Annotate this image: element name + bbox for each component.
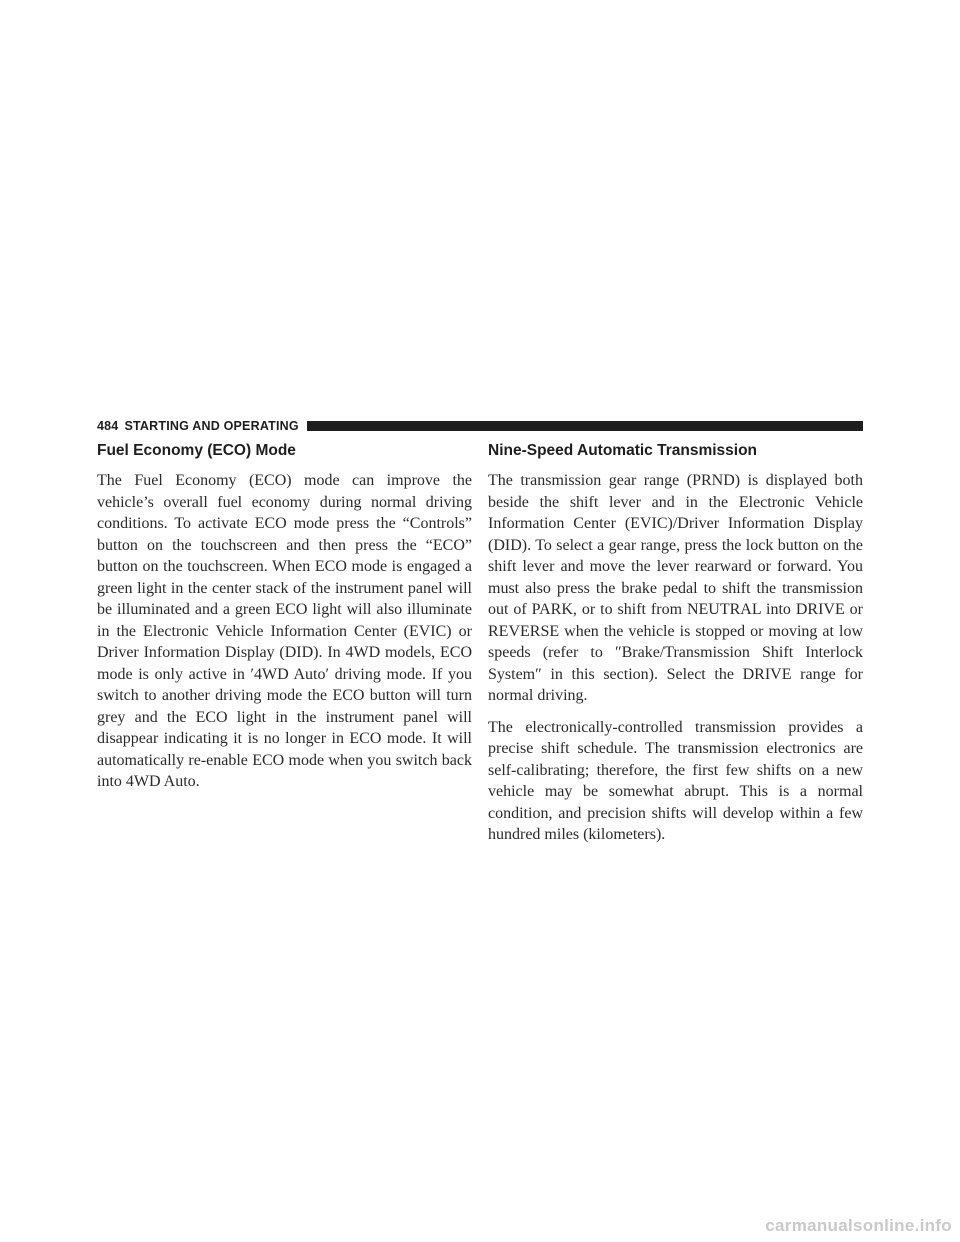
watermark: carmanualsonline.info — [765, 1216, 952, 1235]
header-rule — [307, 421, 863, 431]
transmission-paragraph-2: The electronically-controlled transmission provides a precise shift schedule. The transmission electronics are self-calibrating; therefore, the first few shifts on a new vehicle may be somewhat abrupt. This is a normal condition, and precision shifts will develop within a few hundred miles (kilometers). — [488, 718, 863, 843]
eco-mode-paragraph: The Fuel Economy (ECO) mode can improve the vehicle’s overall fuel economy during normal driving conditions. To activate ECO mode press the “Controls” button on the touchscreen and then press the “ECO” button on the touchscreen. When ECO mode is engaged a green light in the center stack of the instrument panel will be illuminated and a green ECO light will also illuminate in the Electronic Vehicle Information Center (EVIC) or Driver Information Display (DID). In 4WD models, ECO mode is only active in ′4WD Auto′ driving mode. If you switch to another driving mode the ECO button will turn grey and the ECO light in the instrument panel will disappear indicating it is no longer in ECO mode. It will automatically re-enable ECO mode when you switch back into 4WD Auto. — [97, 472, 472, 790]
section-title: STARTING AND OPERATING — [124, 419, 299, 433]
right-column — [488, 441, 863, 856]
eco-mode-heading: Fuel Economy (ECO) Mode — [97, 442, 296, 459]
page-number: 484 — [97, 419, 119, 433]
transmission-heading: Nine-Speed Automatic Transmission — [488, 442, 758, 459]
page-header — [97, 419, 863, 433]
transmission-paragraph-1: The transmission gear range (PRND) is displayed both beside the shift lever and in the Electronic Vehicle Information Center (EVIC)/Driver Information Display (DID). To select a gear range, press the lock button on the shift lever and move the lever rearward or forward. You must also press the brake pedal to shift the transmission out of PARK, or to shift from NEUTRAL into DRIVE or REVERSE when the vehicle is stopped or moving at low speeds (refer to ″Brake/Transmission Shift Interlock System″ in this section). Select the DRIVE range for normal driving. — [488, 472, 863, 704]
left-column — [97, 441, 472, 803]
